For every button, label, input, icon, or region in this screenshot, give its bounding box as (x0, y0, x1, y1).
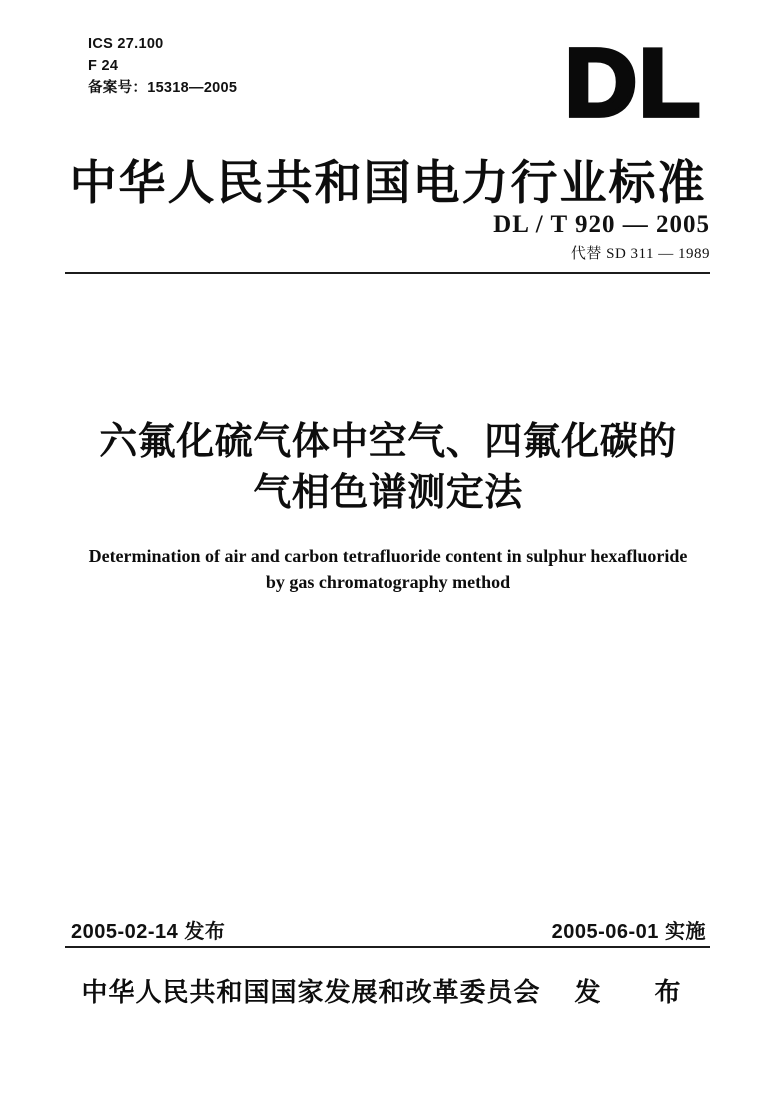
english-title-line1: Determination of air and carbon tetrafluoride content in sulphur hexafluoride (88, 546, 688, 566)
dates-row (71, 915, 706, 944)
standard-number: DL / T 920 — 2005 (493, 211, 710, 238)
ics-code: ICS 27.100 (88, 36, 164, 52)
standard-caption: 中华人民共和国电力行业标准 (69, 158, 707, 210)
record-number: 备案号：15318—2005 (88, 80, 238, 96)
bottom-divider (65, 946, 710, 948)
registration-block (88, 33, 237, 99)
chinese-title (0, 417, 776, 519)
english-title-line2: by gas chromatography method (265, 572, 511, 592)
standard-number-block (493, 211, 710, 263)
issue-date: 2005-02-14 发布 (71, 921, 226, 943)
implement-date: 2005-06-01 实施 (551, 921, 706, 943)
doc-class-code: F 24 (88, 58, 119, 74)
replaces-note: 代替 SD 311 — 1989 (570, 246, 710, 262)
chinese-title-line2: 气相色谱测定法 (253, 472, 523, 514)
dl-logo: DL (564, 29, 702, 137)
publisher-row (0, 972, 776, 1009)
issuer-name: 中华人民共和国国家发展和改革委员会 (81, 978, 541, 1007)
chinese-title-line1: 六氟化硫气体中空气、四氟化碳的 (99, 421, 677, 463)
top-divider (65, 272, 710, 274)
publish-label: 发 布 (574, 978, 695, 1007)
english-title (0, 543, 776, 595)
